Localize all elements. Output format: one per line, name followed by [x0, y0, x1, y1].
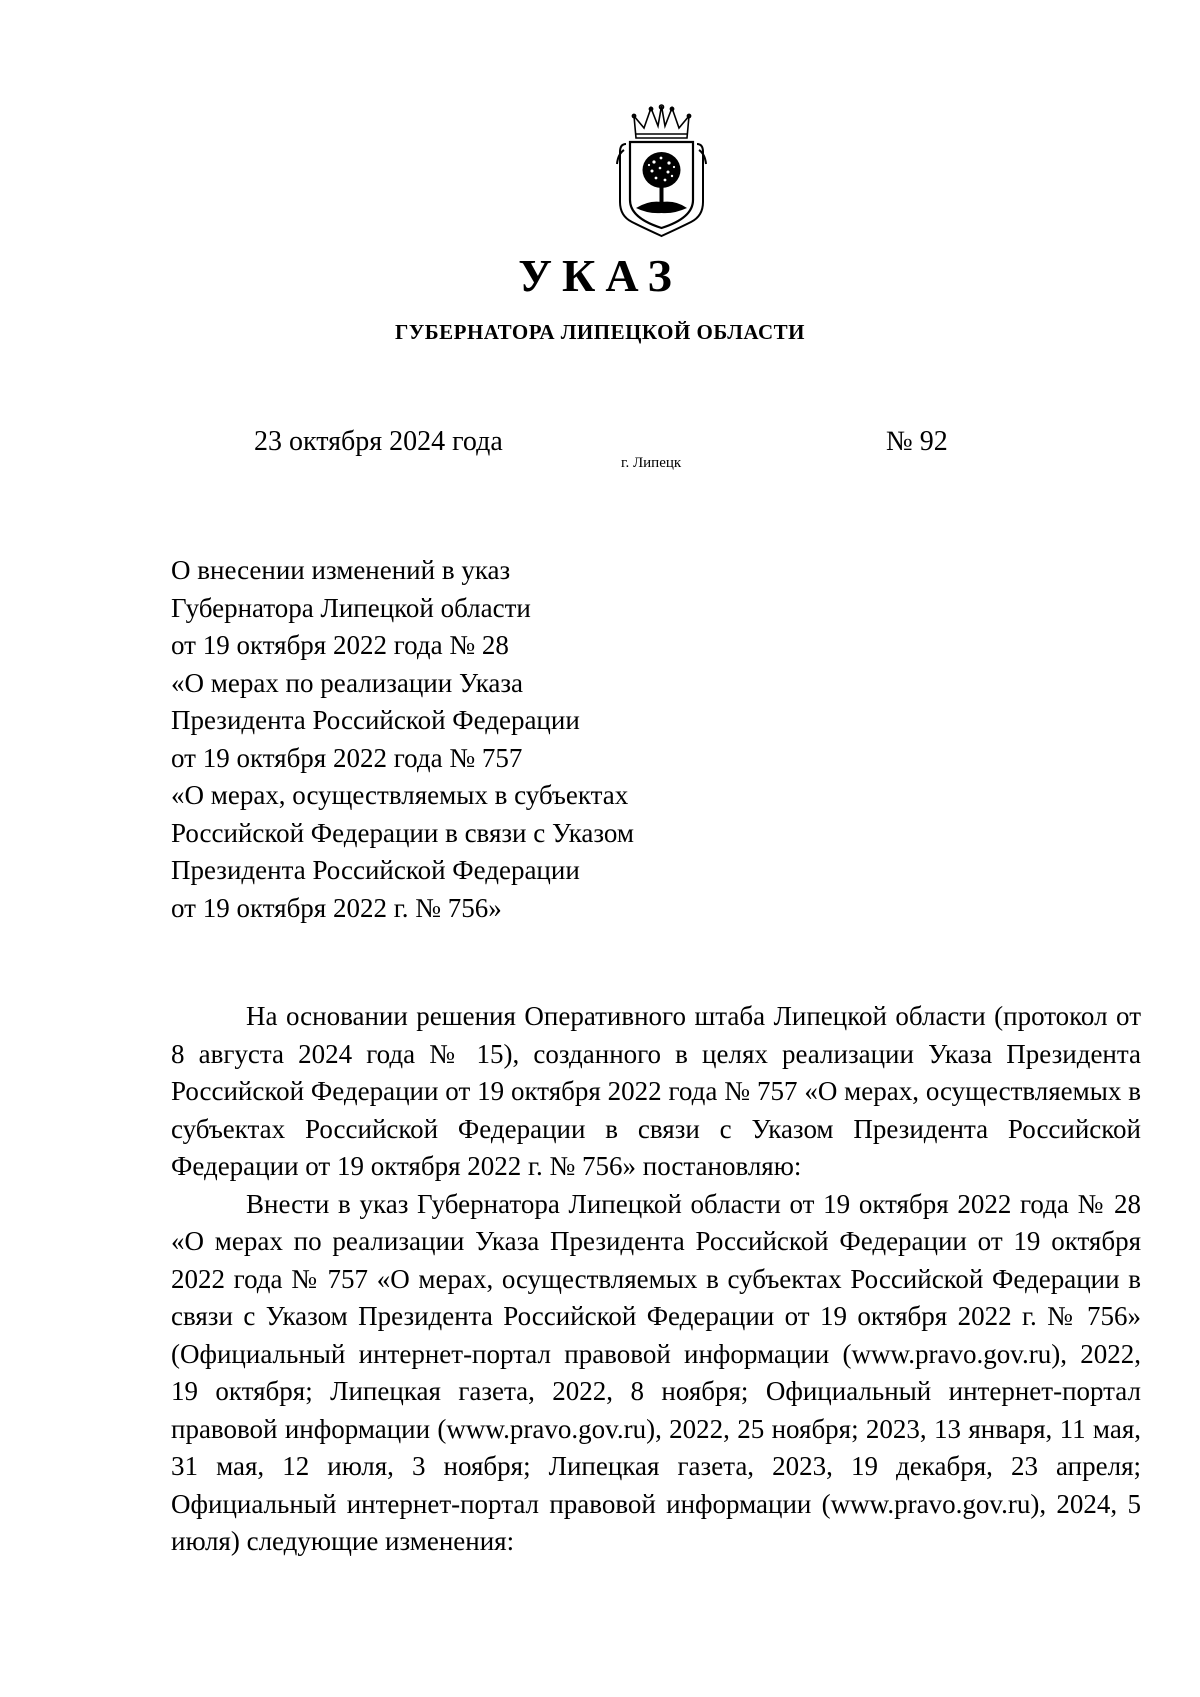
heading-line: Президента Российской Федерации	[171, 705, 580, 735]
document-body	[171, 998, 1141, 1561]
heading-line: О внесении изменений в указ	[171, 555, 511, 585]
document-subtitle: ГУБЕРНАТОРА ЛИПЕЦКОЙ ОБЛАСТИ	[394, 320, 806, 344]
document-city: г. Липецк	[621, 455, 682, 471]
document-title: УКАЗ	[518, 250, 682, 301]
heading-line: Губернатора Липецкой области	[171, 592, 531, 623]
document-heading	[171, 552, 771, 927]
body-paragraph: Внести в указ Губернатора Липецкой области от 19 октября 2022 года № 28 «О мерах по реализации Указа Президента Российской Федерации от 19 октября 2022 года № 757 «О мерах, осуществляемых в субъектах Российской Федерации в связи с Указом Президента Российской Федерации от 19 октября 2022 г. № 756» (Официальный интернет-портал правовой информации (www.pravo.gov.ru), 2022, 19 октября; Липецкая газета, 2022, 8 ноября; Официальный интернет-портал правовой информации (www.pravo.gov.ru), 2022, 25 ноября; 2023, 13 января, 11 мая, 31 мая, 12 июля, 3 ноября; Липецкая газета, 2023, 19 декабря, 23 апреля; Официальный интернет-портал правовой информации (www.pravo.gov.ru), 2024, 5 июля) следующие изменения:	[171, 1188, 1141, 1556]
coat-of-arms-emblem	[614, 104, 709, 240]
heading-line: «О мерах по реализации Указа	[171, 667, 524, 698]
heading-line: от 19 октября 2022 года № 28	[171, 630, 509, 660]
heading-line: Российской Федерации в связи с Указом	[171, 817, 634, 848]
heading-line: от 19 октября 2022 года № 757	[171, 742, 523, 773]
heading-line: Президента Российской Федерации	[171, 855, 580, 885]
body-paragraph: На основании решения Оперативного штаба Липецкой области (протокол от 8 августа 2024 года № 15), созданного в целях реализации Указа Президента Российской Федерации от 19 октября 2022 года № 757 «О мерах, осуществляемых в субъектах Российской Федерации в связи с Указом Президента Российской Федерации от 19 октября 2022 г. № 756» постановляю:	[171, 1001, 1141, 1181]
document-number: № 92	[886, 426, 948, 457]
heading-line: «О мерах, осуществляемых в субъектах	[171, 780, 629, 810]
heading-line: от 19 октября 2022 г. № 756»	[171, 892, 502, 923]
document-date: 23 октября 2024 года	[254, 426, 503, 457]
